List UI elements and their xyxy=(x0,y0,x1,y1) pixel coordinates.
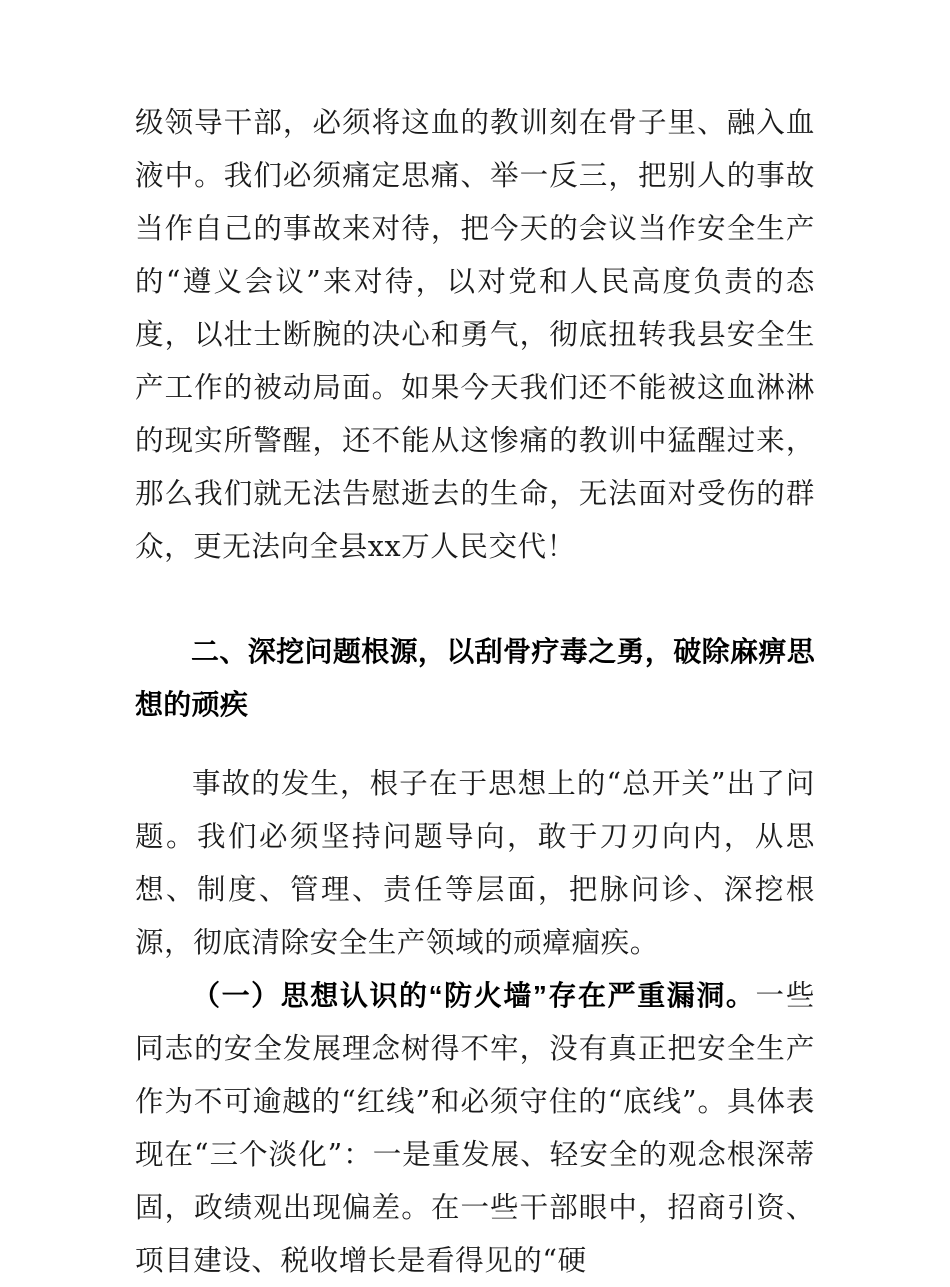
paragraph-section-intro: 事故的发生，根子在于思想上的“总开关”出了问题。我们必须坚持问题导向，敢于刀刃向内，从思想、制度、管理、责任等层面，把脉问诊、深挖根源，彻底清除安全生产领域的顽瘴痼疾。 xyxy=(135,767,815,959)
paragraph-subsection-one xyxy=(135,969,815,1287)
paragraph-continued: 级领导干部，必须将这血的教训刻在骨子里、融入血液中。我们必须痛定思痛、举一反三，把别人的事故当作自己的事故来对待，把今天的会议当作安全生产的“遵义会议”来对待，以对党和人民高度负责的态度，以壮士断腕的决心和勇气，彻底扭转我县安全生产工作的被动局面。如果今天我们还不能被这血淋淋的现实所警醒，还不能从这惨痛的教训中猛醒过来，那么我们就无法告慰逝去的生命，无法面对受伤的群众，更无法向全县xx万人民交代！ xyxy=(135,106,815,563)
subsection-bold-lead: （一）思想认识的“防火墙”存在严重漏洞。 xyxy=(192,980,756,1011)
page-content xyxy=(135,96,815,1287)
section-heading-two: 二、深挖问题根源，以刮骨疗毒之勇，破除麻痹思想的顽疾 xyxy=(135,636,815,720)
subsection-body-text: 一些同志的安全发展理念树得不牢，没有真正把安全生产作为不可逾越的“红线”和必须守住的“底线”。具体表现在“三个淡化”：一是重发展、轻安全的观念根深蒂固，政绩观出现偏差。在一些干部眼中，招商引资、项目建设、税收增长是看得见的“硬 xyxy=(135,979,815,1277)
